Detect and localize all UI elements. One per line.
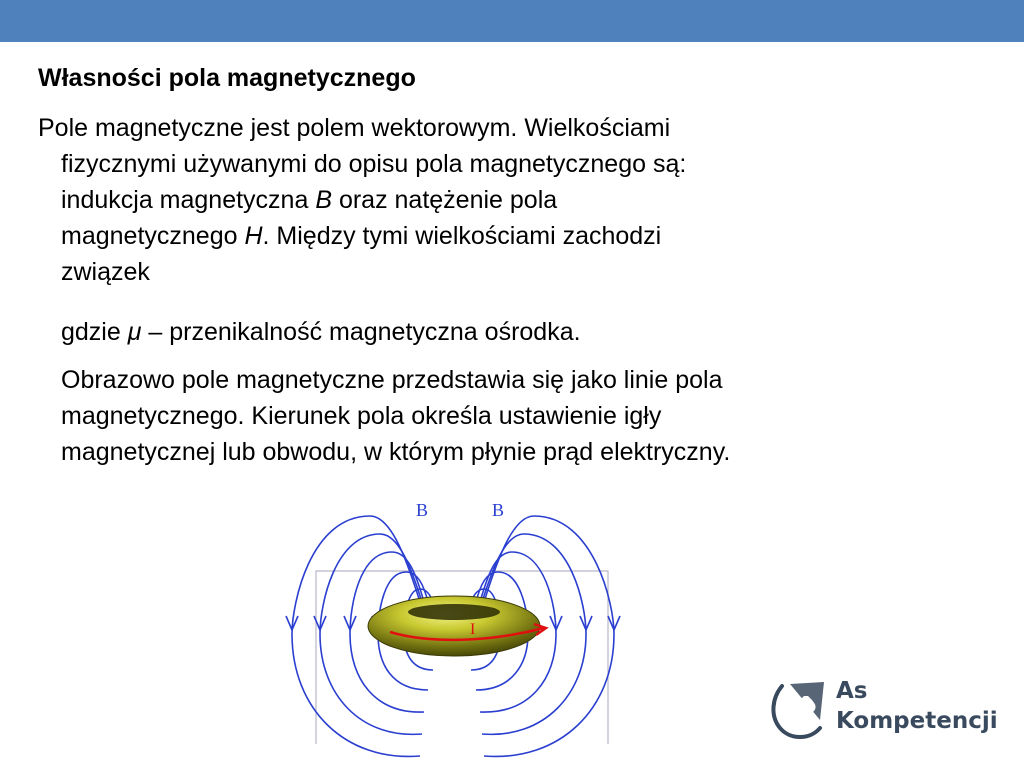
- logo-line1: As: [836, 678, 868, 704]
- symbol-h: H: [244, 222, 263, 250]
- paragraph2-c: – przenikalność magnetyczna ośrodka.: [141, 318, 581, 346]
- slide-title: Własności pola magnetycznego: [38, 64, 416, 92]
- paragraph3-line3: magnetycznej lub obwodu, w którym płynie prąd elektryczny.: [61, 438, 731, 466]
- logo-emblem-icon: [768, 676, 830, 744]
- paragraph1-line4c: . Między tymi wielkościami zachodzi: [262, 222, 662, 250]
- paragraph3-line2: magnetycznego. Kierunek pola określa ustawienie igły: [61, 402, 662, 430]
- paragraph1-line4: [38, 218, 686, 254]
- paragraph1-line1: Pole magnetyczne jest polem wektorowym. Wielkościami: [38, 114, 671, 142]
- label-b-right: B: [492, 500, 505, 520]
- label-i: I: [470, 621, 476, 638]
- magnetic-field-figure: [270, 494, 640, 768]
- paragraph1-line3: [38, 182, 686, 218]
- label-b-left: B: [416, 500, 429, 520]
- symbol-b: B: [315, 186, 332, 214]
- torus-hole: [408, 604, 500, 620]
- logo-text: [836, 676, 998, 736]
- paragraph2-line: [61, 314, 581, 350]
- top-bar: [0, 0, 1024, 42]
- paragraph1-line2: fizycznymi używanymi do opisu pola magnetycznego są:: [61, 150, 687, 178]
- paragraph1-line4a: magnetycznego: [61, 222, 245, 250]
- paragraph1-line3a: indukcja magnetyczna: [61, 186, 316, 214]
- paragraph-field-lines: [61, 362, 730, 470]
- paragraph-definition: [38, 110, 686, 290]
- paragraph-permeability: [61, 314, 581, 350]
- logo: [768, 676, 998, 746]
- paragraph2-a: gdzie: [61, 318, 128, 346]
- paragraph1-line5: związek: [61, 258, 150, 286]
- paragraph1-line3c: oraz natężenie pola: [332, 186, 558, 214]
- logo-line2: Kompetencji: [836, 708, 998, 734]
- symbol-mu: μ: [127, 318, 142, 346]
- paragraph3-line1: Obrazowo pole magnetyczne przedstawia się jako linie pola: [61, 366, 723, 394]
